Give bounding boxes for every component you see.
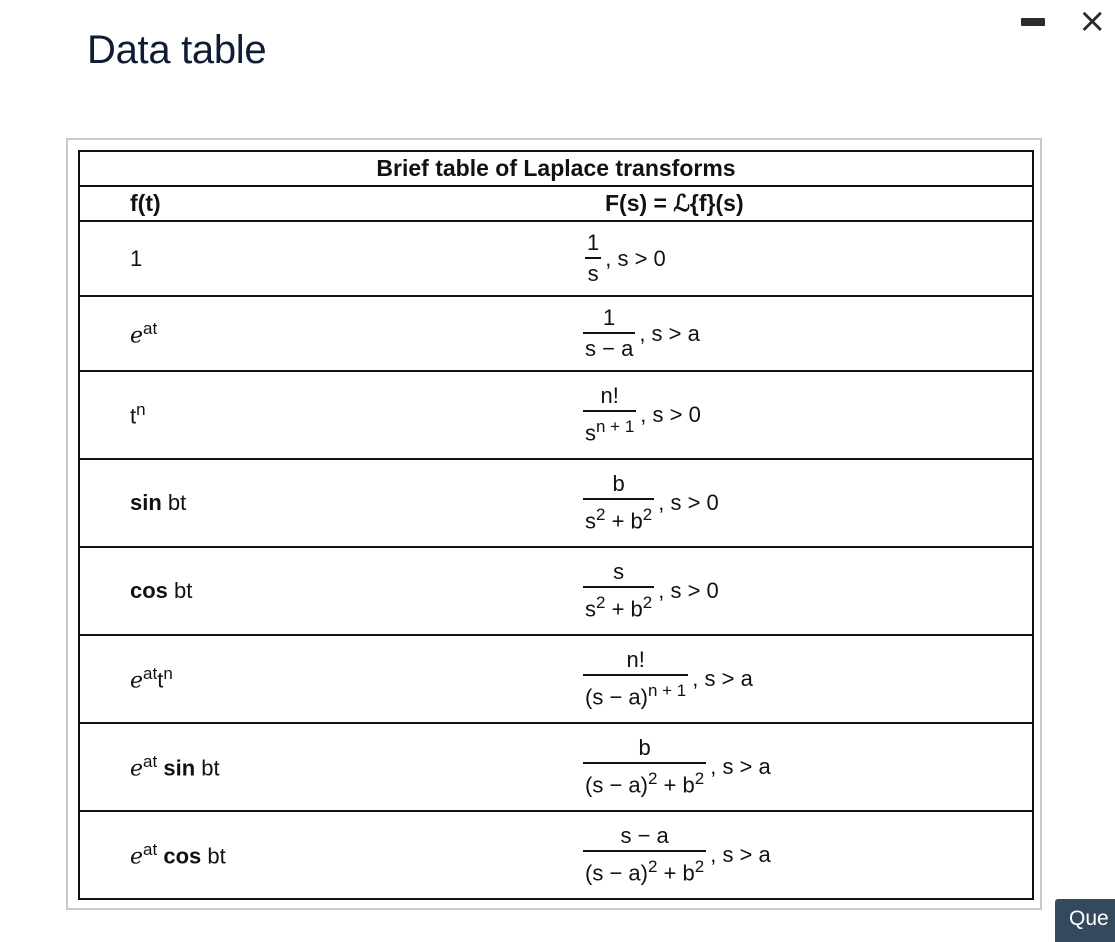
question-tab-button[interactable]: Que	[1055, 899, 1115, 942]
ft-cell: $t^n$	[79, 371, 505, 459]
ft-cell: 1	[79, 221, 505, 296]
fraction: $\frac{s - a}{(s - a)^2 + b^2}$	[585, 822, 705, 886]
table-row	[79, 811, 1033, 899]
fraction: $\frac{s}{s^2 + b^2}$	[585, 558, 653, 622]
fraction: $\frac{b}{s^2 + b^2}$	[585, 470, 653, 534]
fs-cell: $\frac{n!}{s^{n + 1}}$ , s > 0	[505, 371, 1033, 459]
ft-cell: $e^{at}t^n$	[79, 635, 505, 723]
ft-cell: cos bt	[79, 547, 505, 635]
table-row	[79, 459, 1033, 547]
ft-cell: sin bt	[79, 459, 505, 547]
table-row	[79, 371, 1033, 459]
table-row	[79, 296, 1033, 371]
ft-cell: $e^{at}$ cos bt	[79, 811, 505, 899]
window-title: Data table	[87, 28, 267, 72]
table-row	[79, 723, 1033, 811]
fs-cell: $\frac{b}{(s - a)^2 + b^2}$ , s > a	[505, 723, 1033, 811]
fraction: $\frac{n!}{(s - a)^{n + 1}}$	[585, 646, 687, 710]
fraction: $\frac{1}{s - a}$	[585, 304, 634, 361]
laplace-table	[78, 150, 1034, 900]
fs-cell: $\frac{b}{s^2 + b^2}$ , s > 0	[505, 459, 1033, 547]
ft-cell: $e^{at}$ sin bt	[79, 723, 505, 811]
fs-cell: $\frac{s - a}{(s - a)^2 + b^2}$ , s > a	[505, 811, 1033, 899]
fraction: $\frac{b}{(s - a)^2 + b^2}$	[585, 734, 705, 798]
header-ft: f(t)	[79, 186, 505, 221]
header-fs: F(s) = ℒ{f}(s)	[505, 186, 1033, 221]
fs-cell: $\frac{n!}{(s - a)^{n + 1}}$ , s > a	[505, 635, 1033, 723]
table-row	[79, 635, 1033, 723]
fs-cell: $\frac{1}{s}$ , s > 0	[505, 221, 1033, 296]
fs-cell: $\frac{1}{s - a}$ , s > a	[505, 296, 1033, 371]
minimize-button[interactable]	[1021, 18, 1045, 26]
close-icon[interactable]: ×	[1078, 1, 1107, 41]
fraction: $\frac{1}{s}$	[587, 229, 600, 286]
table-caption: Brief table of Laplace transforms	[376, 155, 736, 181]
table-row	[79, 547, 1033, 635]
fs-cell: $\frac{s}{s^2 + b^2}$ , s > 0	[505, 547, 1033, 635]
ft-cell: $e^{at}$	[79, 296, 505, 371]
fraction: $\frac{n!}{s^{n + 1}}$	[585, 382, 635, 446]
table-row	[79, 221, 1033, 296]
